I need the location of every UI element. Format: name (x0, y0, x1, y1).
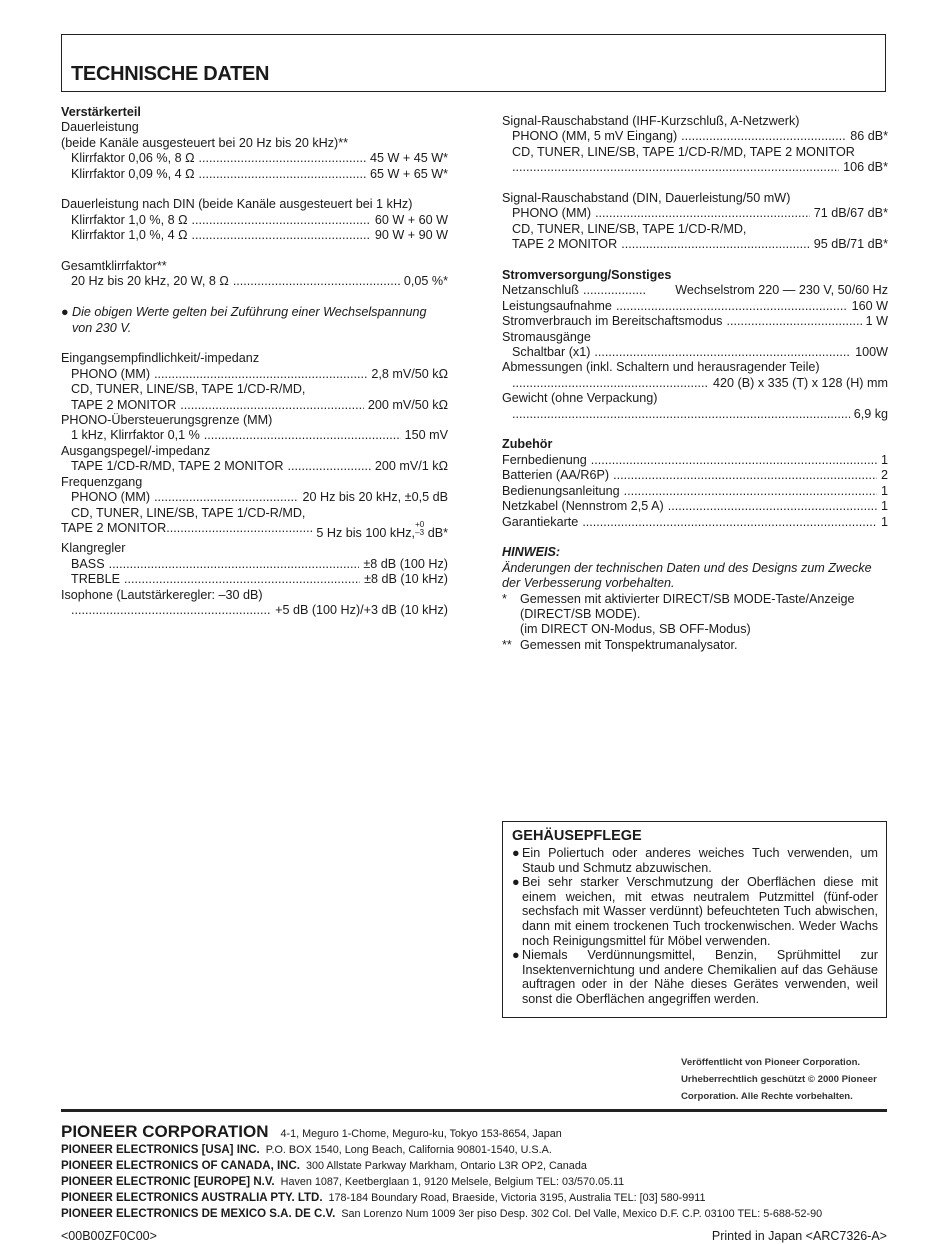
note-heading: HINWEIS: (502, 545, 561, 560)
spec-value: 106 dB* (843, 160, 888, 175)
spec-label: TAPE 2 MONITOR (71, 397, 177, 412)
spec-value: 160 W (851, 298, 888, 313)
spec-value: +5 dB (100 Hz)/+3 dB (10 kHz) (275, 602, 448, 617)
spec-label: 1 kHz, Klirrfaktor 0,1 % (71, 428, 200, 443)
spec-label: TAPE 2 MONITOR (61, 520, 167, 535)
title-box (61, 34, 886, 92)
spec-value: 95 dB/71 dB* (813, 237, 888, 252)
corp-name: PIONEER ELECTRONICS AUSTRALIA PTY. LTD. (61, 1192, 323, 1204)
footnote-text-a: Gemessen mit aktivierter DIRECT/SB MODE-Taste/Anzeige (DIRECT/SB MODE). (520, 591, 855, 621)
voltage-note-text: Die obigen Werte gelten bei Zuführung einer Wechselspannung von 230 V. (72, 305, 427, 335)
corp-address: 4-1, Meguro 1-Chome, Meguro-ku, Tokyo 153-8654, Japan (280, 1128, 562, 1140)
publisher-line: Urheberrechtlich geschützt © 2000 Pioneer (681, 1074, 877, 1085)
accessory-count: 2 (880, 468, 888, 483)
footnote (502, 638, 888, 653)
spec-value: 200 mV/50 kΩ (367, 397, 448, 412)
spec-row (61, 428, 448, 443)
publisher-note (681, 1054, 891, 1105)
corp-line (61, 1158, 891, 1174)
freq-unit: dB* (427, 525, 448, 540)
spec-label: CD, TUNER, LINE/SB, TAPE 1/CD-R/MD, (71, 382, 306, 397)
spec-value: 150 mV (404, 428, 448, 443)
accessories-list (502, 453, 888, 530)
spec-label: Klirrfaktor 0,09 %, 4 Ω (71, 166, 195, 181)
care-title: GEHÄUSEPFLEGE (512, 828, 642, 844)
spec-value: 0,05 %* (403, 274, 448, 289)
spec-value: 60 W + 60 W (374, 212, 448, 227)
tolerance: +0 –3 (415, 520, 425, 537)
list-item (502, 468, 888, 483)
snr-din-heading: Signal-Rauschabstand (DIN, Dauerleistung/50 mW) (502, 191, 791, 206)
corp-line (61, 1142, 891, 1158)
spec-value: 86 dB* (850, 129, 888, 144)
list-item (512, 875, 878, 948)
spec-label: Schaltbar (x1) (512, 345, 591, 360)
voltage-note (61, 305, 448, 336)
spec-value: 20 Hz bis 20 kHz, ±0,5 dB (302, 490, 448, 505)
corp-name: PIONEER ELECTRONICS OF CANADA, INC. (61, 1160, 300, 1172)
care-item-text: Ein Poliertuch oder anderes weiches Tuch verwenden, um Staub und Schmutz abzuwischen. (522, 846, 878, 875)
spec-value: 71 dB/67 dB* (813, 206, 888, 221)
spec-value (316, 521, 448, 541)
spec-row (502, 160, 888, 175)
spec-row (61, 367, 448, 382)
outlet-heading: Stromausgänge (502, 329, 591, 344)
note-text: Änderungen der technischen Daten und des Designs zum Zwecke der Verbesserung vorbehalten. (502, 560, 872, 591)
accessory-count: 1 (880, 499, 888, 514)
isophone-heading: Isophone (Lautstärkeregler: –30 dB) (61, 587, 263, 602)
spec-label: CD, TUNER, LINE/SB, TAPE 1/CD-R/MD, (71, 505, 306, 520)
bullet-icon: ● (512, 846, 520, 860)
spec-label: TAPE 2 MONITOR (512, 237, 618, 252)
spec-value: Wechselstrom 220 — 230 V, 50/60 Hz (675, 283, 888, 298)
dimensions-heading: Abmessungen (inkl. Schaltern und herausragender Teile) (502, 360, 820, 375)
spec-label: Stromverbrauch im Bereitschaftsmodus (502, 314, 723, 329)
publisher-line: Corporation. Alle Rechte vorbehalten. (681, 1091, 853, 1102)
corp-line (61, 1206, 891, 1222)
list-item (512, 948, 878, 1006)
corporate-addresses (61, 1124, 891, 1222)
footnote-mark: * (502, 591, 507, 606)
spec-label: BASS (71, 556, 105, 571)
spec-row (502, 376, 888, 391)
cont-power-condition: (beide Kanäle ausgesteuert bei 20 Hz bis 20 kHz)** (61, 135, 349, 150)
list-item (502, 484, 888, 499)
specs-left-column (61, 105, 448, 618)
spec-label: PHONO (MM) (71, 490, 151, 505)
document-codes (61, 1229, 887, 1243)
din-power-heading: Dauerleistung nach DIN (beide Kanäle ausgesteuert bei 1 kHz) (61, 197, 413, 212)
spec-row (61, 557, 448, 572)
corp-address: 178-184 Boundary Road, Braeside, Victoria 3195, Australia TEL: [03] 580-9911 (328, 1192, 706, 1204)
corp-address: San Lorenzo Num 1009 3er piso Desp. 302 Col. Del Valle, Mexico D.F. C.P. 03100 TEL: 5-688-52-90 (341, 1208, 823, 1220)
spec-row (502, 314, 888, 329)
spec-label: Netzanschluß (502, 283, 579, 298)
footnote-text-b: (im DIRECT ON-Modus, SB OFF-Modus) (520, 622, 751, 637)
care-item-text: Niemals Verdünnungsmittel, Benzin, Sprühmittel zur Insektenvernichtung und andere Chemikalien auf das Gehäuse auftragen oder in der Nähe dieses Gerätes verwenden, weil sonst die Oberflächen angegriffen werden. (522, 948, 878, 1006)
freq-range: 5 Hz bis 100 kHz, (316, 525, 416, 540)
accessory-label: Bedienungsanleitung (502, 483, 620, 498)
spec-label: 20 Hz bis 20 kHz, 20 W, 8 Ω (71, 274, 229, 289)
divider (61, 1109, 887, 1112)
freq-heading: Frequenzgang (61, 474, 143, 489)
spec-row (502, 283, 888, 298)
accessory-count: 1 (880, 452, 888, 467)
accessory-label: Batterien (AA/R6P) (502, 468, 610, 483)
spec-value: 420 (B) x 335 (T) x 128 (H) mm (713, 375, 888, 390)
spec-row (502, 345, 888, 360)
accessory-label: Fernbedienung (502, 452, 587, 467)
corp-name: PIONEER ELECTRONIC [EUROPE] N.V. (61, 1176, 275, 1188)
page-title: TECHNISCHE DATEN (71, 63, 270, 85)
spec-row (61, 459, 448, 474)
corp-line (61, 1174, 891, 1190)
spec-label: Klirrfaktor 1,0 %, 8 Ω (71, 212, 188, 227)
amp-section-heading: Verstärkerteil (61, 105, 141, 119)
list-item (512, 846, 878, 875)
bullet-icon: ● (512, 875, 520, 890)
spec-label: TREBLE (71, 572, 120, 587)
thd-heading: Gesamtklirrfaktor** (61, 259, 167, 274)
spec-row (61, 274, 448, 289)
cont-power-label: Dauerleistung (61, 120, 139, 135)
footnote-mark: ** (502, 637, 512, 652)
spec-label: Klirrfaktor 1,0 %, 4 Ω (71, 228, 188, 243)
spec-row (502, 407, 888, 422)
power-section-heading: Stromversorgung/Sonstiges (502, 268, 672, 283)
footnote-text: Gemessen mit Tonspektrumanalysator. (520, 637, 738, 652)
spec-label: PHONO (MM) (71, 366, 151, 381)
bullet-icon: ● (512, 948, 520, 963)
spec-row (61, 572, 448, 587)
spec-row (502, 206, 888, 221)
spec-label: Leistungsaufnahme (502, 298, 612, 313)
snr-ihf-heading: Signal-Rauschabstand (IHF-Kurzschluß, A-Netzwerk) (502, 114, 800, 128)
bullet-icon: ● (61, 305, 69, 320)
spec-value: 2,8 mV/50 kΩ (371, 366, 448, 381)
output-heading: Ausgangspegel/-impedanz (61, 443, 211, 458)
spec-row (61, 228, 448, 243)
spec-row (61, 603, 448, 618)
care-item-text: Bei sehr starker Verschmutzung der Oberflächen diese mit einem weichen, mit etwas neutralem Putzmittel (fünf-oder sechsfach mit Wasser verdünnt) befeuchteten Tuch abwischen, dann mit einem trockenen Tuch trockenwischen. Weder Wachs noch Reinigungsmittel für Möbel verwenden. (522, 875, 878, 948)
list-item (502, 453, 888, 468)
spec-value: ±8 dB (100 Hz) (363, 556, 448, 571)
accessory-label: Garantiekarte (502, 514, 579, 529)
accessory-count: 1 (880, 483, 888, 498)
care-box (502, 821, 887, 1018)
document-code: <00B00ZF0C00> (61, 1229, 157, 1243)
footnote-text (520, 592, 888, 638)
corp-line (61, 1124, 891, 1142)
accessories-heading: Zubehör (502, 437, 553, 452)
corp-name: PIONEER ELECTRONICS DE MEXICO S.A. DE C.V. (61, 1208, 336, 1220)
spec-label: PHONO (MM, 5 mV Eingang) (512, 129, 678, 144)
accessory-count: 1 (880, 514, 888, 529)
spec-value: 200 mV/1 kΩ (374, 459, 448, 474)
spec-row (502, 129, 888, 144)
corp-line (61, 1190, 891, 1206)
list-item (502, 515, 888, 530)
spec-row (61, 213, 448, 228)
spec-value: 45 W + 45 W* (369, 151, 448, 166)
spec-row (502, 299, 888, 314)
spec-value: 6,9 kg (853, 406, 888, 421)
spec-label: PHONO (MM) (512, 206, 592, 221)
corp-address: 300 Allstate Parkway Markham, Ontario L3R OP2, Canada (305, 1160, 587, 1172)
corp-address: P.O. BOX 1540, Long Beach, California 90801-1540, U.S.A. (265, 1144, 552, 1156)
corp-name: PIONEER ELECTRONICS [USA] INC. (61, 1144, 260, 1156)
corp-address: Haven 1087, Keetberglaan 1, 9120 Melsele, Belgium TEL: 03/570.05.11 (280, 1176, 625, 1188)
spec-row (61, 490, 448, 505)
tone-heading: Klangregler (61, 541, 126, 556)
print-info: Printed in Japan <ARC7326-A> (711, 1229, 887, 1243)
spec-row (61, 521, 448, 541)
overload-heading: PHONO-Übersteuerungsgrenze (MM) (61, 413, 273, 428)
spec-value: 100W (855, 345, 888, 360)
publisher-line: Veröffentlicht von Pioneer Corporation. (681, 1057, 861, 1068)
spec-label: TAPE 1/CD-R/MD, TAPE 2 MONITOR (71, 459, 284, 474)
spec-value: 1 W (865, 314, 888, 329)
list-item (502, 499, 888, 514)
spec-value: 65 W + 65 W* (369, 166, 448, 181)
spec-row (502, 237, 888, 252)
spec-row (61, 167, 448, 182)
spec-label: CD, TUNER, LINE/SB, TAPE 1/CD-R/MD, TAPE 2 MONITOR (512, 144, 855, 159)
spec-label: Klirrfaktor 0,06 %, 8 Ω (71, 151, 195, 166)
spec-label: CD, TUNER, LINE/SB, TAPE 1/CD-R/MD, (512, 221, 747, 236)
accessory-label: Netzkabel (Nennstrom 2,5 A) (502, 499, 664, 514)
footnote (502, 592, 888, 638)
corp-name: PIONEER CORPORATION (61, 1122, 269, 1141)
spec-row (61, 398, 448, 413)
spec-value: ±8 dB (10 kHz) (364, 572, 448, 587)
weight-heading: Gewicht (ohne Verpackung) (502, 391, 658, 406)
spec-value: 90 W + 90 W (374, 228, 448, 243)
specs-right-column (502, 114, 888, 653)
input-sens-heading: Eingangsempfindlichkeit/-impedanz (61, 351, 260, 366)
spec-row (61, 151, 448, 166)
